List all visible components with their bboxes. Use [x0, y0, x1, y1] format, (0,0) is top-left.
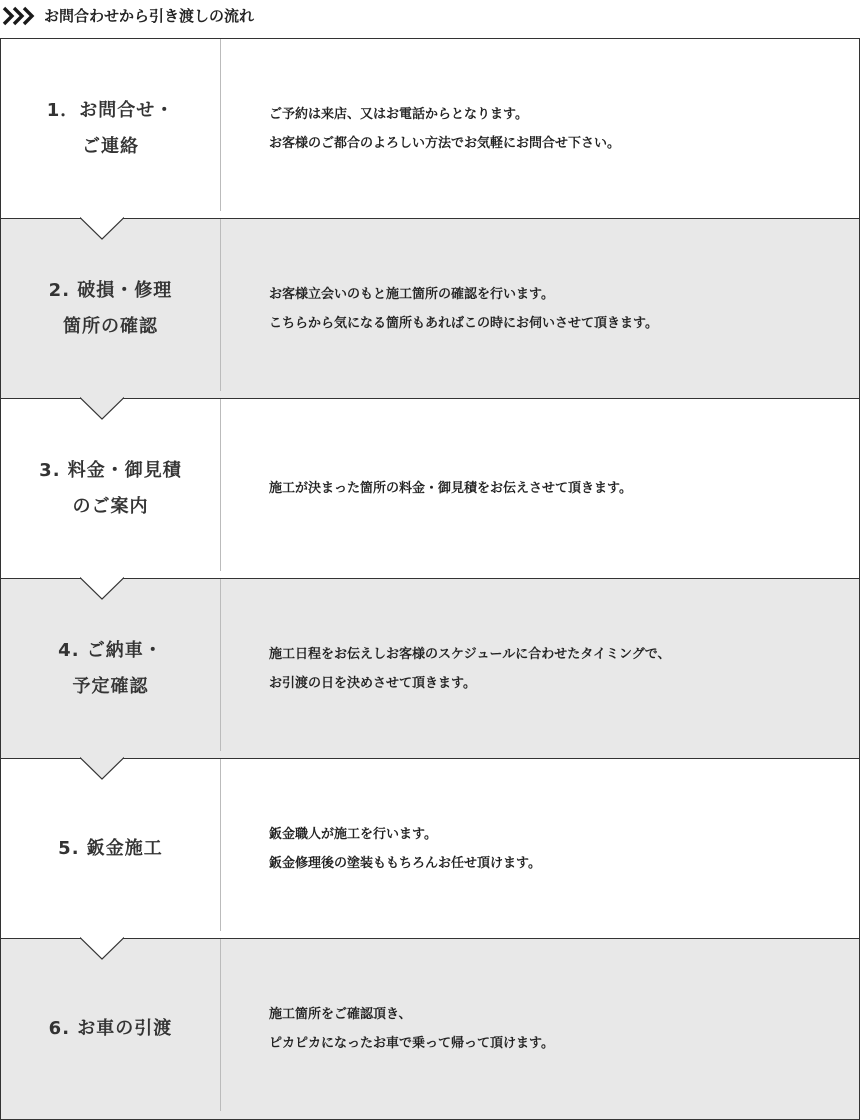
- step-title-line: 2. 破損・修理: [48, 279, 173, 301]
- step-title-line: 6. お車の引渡: [48, 1018, 173, 1039]
- step-title-line: ご連絡: [82, 135, 139, 157]
- step-desc-line: こちらから気になる箇所もあればこの時にお伺いさせて頂きます。: [269, 315, 658, 331]
- flow-arrow-down-icon: [80, 217, 124, 241]
- step-desc-line: 鈑金修理後の塗装ももちろんお任せ頂けます。: [269, 855, 541, 871]
- step-title-line: 5. 鈑金施工: [58, 837, 163, 859]
- step-title-line: 1．お問合せ・: [46, 99, 175, 121]
- step-title: [1, 399, 220, 578]
- step-title-line: のご案内: [72, 495, 149, 517]
- step-divider: [220, 939, 221, 1111]
- step-description: [269, 399, 844, 578]
- flow-steps: [0, 38, 860, 1120]
- flow-step-2: [0, 218, 860, 398]
- step-desc-line: 施工箇所をご確認頂き、: [269, 1007, 412, 1022]
- step-desc-line: お客様立会いのもと施工箇所の確認を行います。: [269, 286, 554, 302]
- flow-step-6: [0, 938, 860, 1120]
- step-description: [269, 759, 844, 938]
- flow-step-5: [0, 758, 860, 938]
- step-desc-line: お引渡の日を決めさせて頂きます。: [269, 675, 476, 691]
- step-divider: [220, 759, 221, 931]
- triple-chevron-right-icon: [1, 5, 39, 27]
- flow-arrow-down-icon: [80, 397, 124, 421]
- flow-arrow-down-icon: [80, 937, 124, 961]
- step-divider: [220, 579, 221, 751]
- step-desc-line: 鈑金職人が施工を行います。: [269, 826, 437, 842]
- step-title-line: 3. 料金・御見積: [39, 459, 182, 481]
- step-divider: [220, 399, 221, 571]
- step-title: [1, 759, 220, 938]
- step-desc-line: 施工日程をお伝えしお客様のスケジュールに合わせたタイミングで、: [269, 646, 671, 662]
- step-description: [269, 939, 844, 1119]
- step-title: [1, 579, 220, 758]
- flow-step-1: [0, 38, 860, 218]
- step-divider: [220, 219, 221, 391]
- step-description: [269, 579, 844, 758]
- flow-step-3: [0, 398, 860, 578]
- step-desc-line: 施工が決まった箇所の料金・御見積をお伝えさせて頂きます。: [269, 481, 632, 496]
- step-title: [1, 39, 220, 218]
- step-divider: [220, 39, 221, 211]
- section-header: [0, 0, 860, 36]
- step-title: [1, 939, 220, 1119]
- page-title: お問合わせから引き渡しの流れ: [44, 7, 255, 25]
- step-description: [269, 39, 844, 218]
- flow-arrow-down-icon: [80, 757, 124, 781]
- step-title: [1, 219, 220, 398]
- step-title-line: 予定確認: [72, 675, 149, 697]
- flow-step-4: [0, 578, 860, 758]
- step-desc-line: ピカピカになったお車で乗って帰って頂けます。: [269, 1036, 554, 1051]
- step-desc-line: ご予約は来店、又はお電話からとなります。: [269, 106, 528, 122]
- step-title-line: 箇所の確認: [63, 315, 158, 337]
- step-title-line: 4. ご納車・: [58, 639, 163, 661]
- step-desc-line: お客様のご都合のよろしい方法でお気軽にお問合せ下さい。: [269, 135, 621, 151]
- flow-arrow-down-icon: [80, 577, 124, 601]
- step-description: [269, 219, 844, 398]
